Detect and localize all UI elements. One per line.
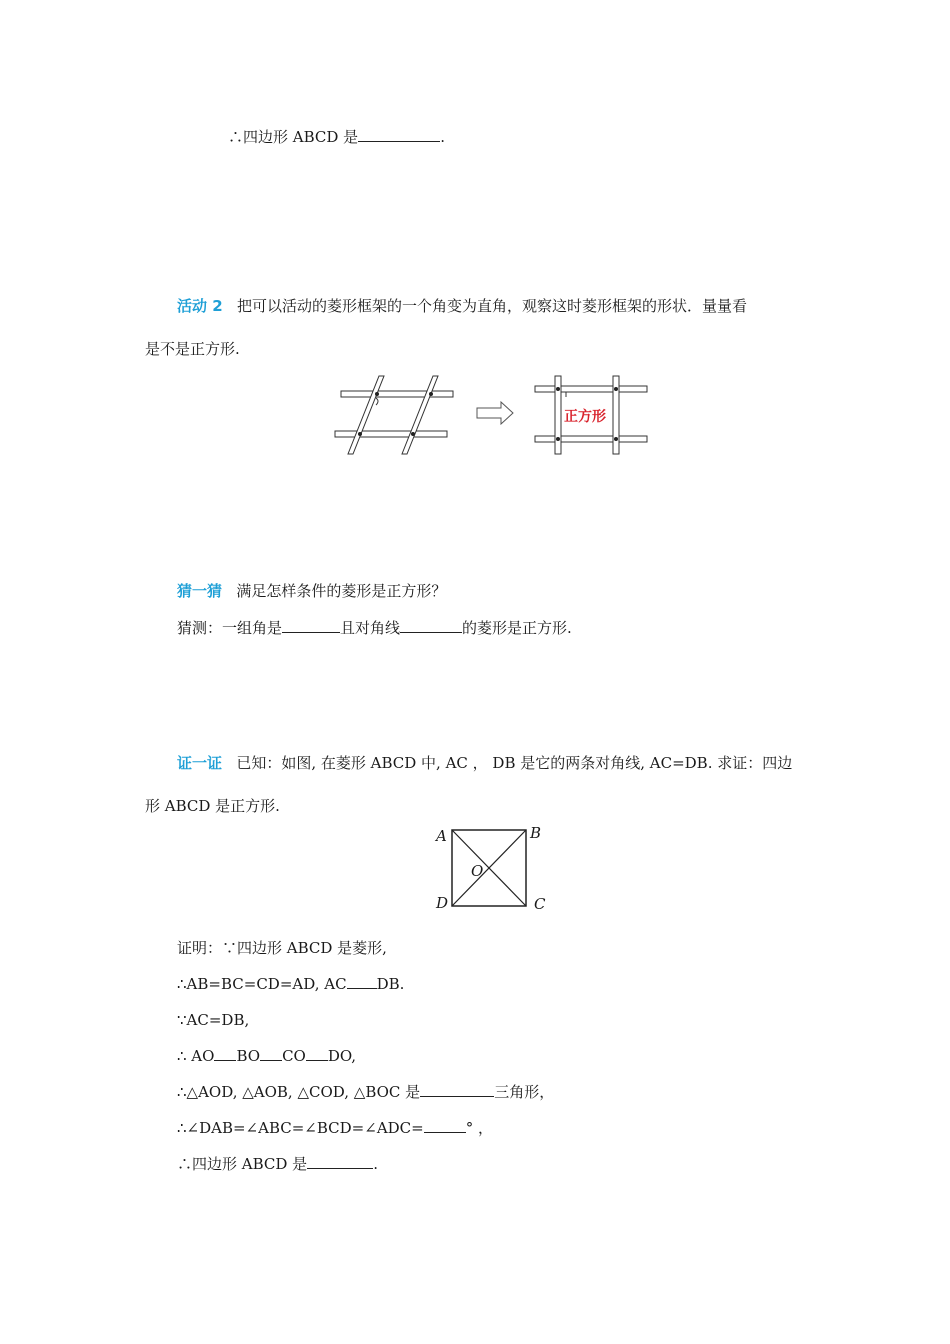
answer-blank[interactable] <box>358 127 440 142</box>
relation-blank[interactable] <box>260 1046 282 1061</box>
vertex-d-label: D <box>436 894 449 912</box>
square-label: 正方形 <box>564 409 606 425</box>
proof-text: DB. <box>376 975 405 993</box>
proof-line4 <box>177 1046 356 1066</box>
vertex-a-label: A <box>436 827 447 845</box>
proof-line5 <box>177 1082 554 1102</box>
proof-text: ∵AC=DB, <box>177 1011 250 1029</box>
conjecture-text-b: 且对角线 <box>340 619 401 637</box>
prove-tag: 证一证 <box>177 754 223 772</box>
vertex-b-label: B <box>530 824 542 842</box>
proof-line2 <box>177 974 404 994</box>
period: . <box>440 128 445 146</box>
prove-given2: 形 ABCD 是正方形. <box>145 797 280 815</box>
angle-blank[interactable] <box>282 618 340 633</box>
proof-text: DO, <box>327 1047 357 1065</box>
proof-text: ° ， <box>465 1119 494 1137</box>
prove-given1: 已知：如图, 在菱形 ABCD 中, AC ， DB 是它的两条对角线, AC=DB. 求证：四边 <box>236 754 793 772</box>
activity2-text1: 把可以活动的菱形框架的一个角变为直角，观察这时菱形框架的形状．量量看 <box>236 297 747 315</box>
relation-blank[interactable] <box>214 1046 236 1061</box>
guess-question: 满足怎样条件的菱形是正方形？ <box>236 582 447 600</box>
conjecture-text-a: 猜测：一组角是 <box>177 619 283 637</box>
triangle-type-blank[interactable] <box>420 1082 494 1097</box>
proof-line1 <box>177 938 387 958</box>
angle-degree-blank[interactable] <box>424 1118 466 1133</box>
center-o-label: O <box>471 862 484 880</box>
proof-line3 <box>177 1010 249 1030</box>
square-abcd-figure <box>450 828 530 908</box>
prove-line1 <box>177 753 792 773</box>
proof-text: ∴四边形 ABCD 是 <box>177 1155 308 1173</box>
activity2-line1 <box>177 296 747 316</box>
proof-line7 <box>177 1154 378 1174</box>
arrow-right-icon <box>477 402 513 424</box>
proof-text: BO <box>236 1047 261 1065</box>
prove-line2 <box>145 796 280 816</box>
shape-blank[interactable] <box>307 1154 373 1169</box>
activity2-tag: 活动 2 <box>177 297 223 315</box>
proof-text: ∴△AOD, △AOB, △COD, △BOC 是 <box>177 1083 421 1101</box>
relation-blank[interactable] <box>306 1046 328 1061</box>
proof-text: 三角形， <box>494 1083 555 1101</box>
proof-text: CO <box>282 1047 306 1065</box>
activity2-line2 <box>145 339 240 359</box>
guess-line <box>177 581 446 601</box>
diagonal-blank[interactable] <box>400 618 462 633</box>
proof-text: . <box>373 1155 378 1173</box>
conjecture-line <box>177 618 572 638</box>
proof-text: ∴∠DAB=∠ABC=∠BCD=∠ADC= <box>177 1119 424 1137</box>
proof-line6 <box>177 1118 493 1138</box>
top-conclusion-prefix: ∴四边形 ABCD 是 <box>228 128 359 146</box>
relation-blank[interactable] <box>347 974 377 989</box>
proof-text: ∴AB=BC=CD=AD, AC <box>177 975 347 993</box>
proof-text: 证明：∵四边形 ABCD 是菱形, <box>177 939 387 957</box>
top-conclusion <box>228 127 445 147</box>
guess-tag: 猜一猜 <box>177 582 223 600</box>
proof-text: ∴ AO <box>177 1047 215 1065</box>
vertex-c-label: C <box>534 895 546 913</box>
rhombus-frame-figure <box>333 370 663 460</box>
conjecture-text-c: 的菱形是正方形. <box>462 619 572 637</box>
activity2-text2: 是不是正方形. <box>145 340 240 358</box>
